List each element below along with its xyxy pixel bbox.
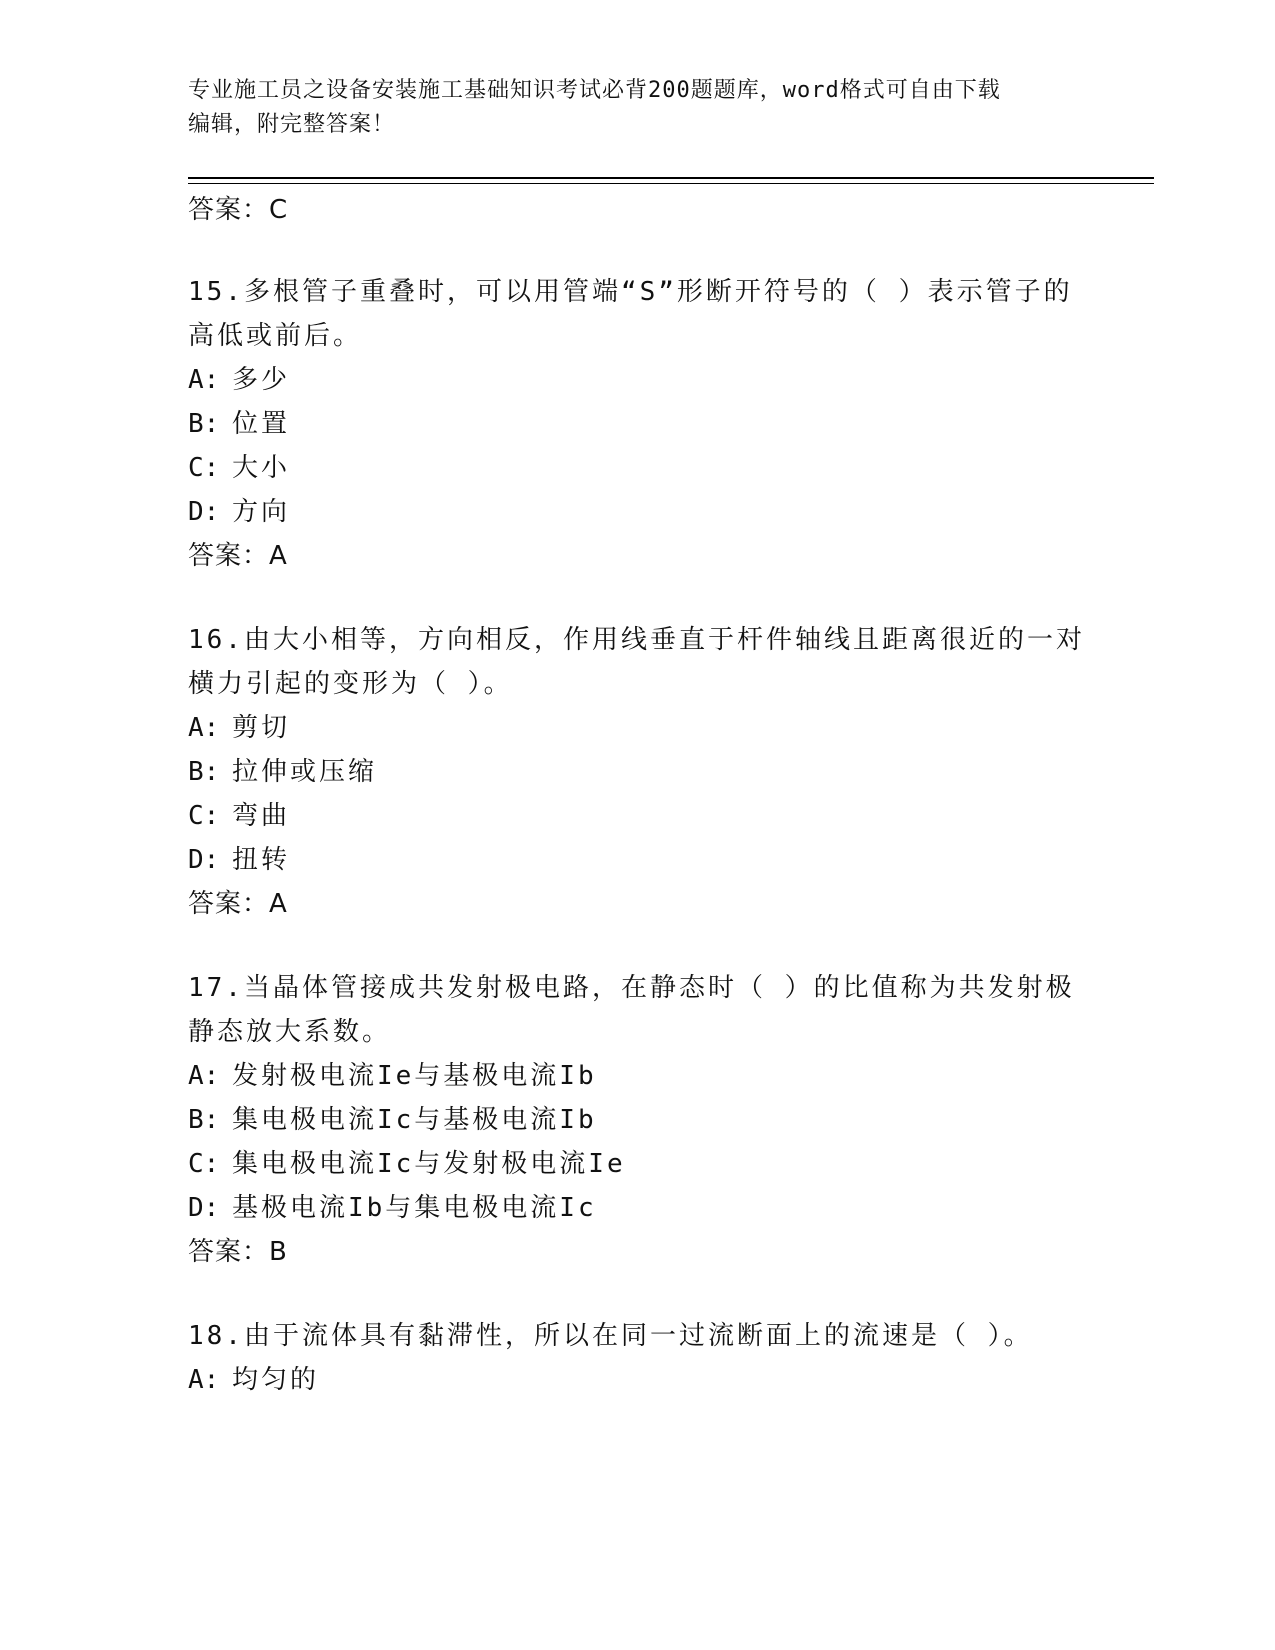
question-15-answer: 答案：A: [188, 541, 288, 571]
question-15-option-c: [188, 450, 290, 486]
question-16-option-c: [188, 798, 290, 834]
option-text: 发射极电流Ie与基极电流Ib: [232, 1061, 597, 1091]
option-text: 弯曲: [232, 801, 291, 831]
option-text: 方向: [232, 497, 291, 527]
option-key: C:: [188, 453, 220, 483]
option-key: A:: [188, 713, 220, 743]
option-key: D:: [188, 497, 220, 527]
question-16-text-line2: 横力引起的变形为（ ）。: [188, 669, 513, 699]
option-text: 基极电流Ib与集电极电流Ic: [232, 1193, 597, 1223]
question-16-option-b: [188, 754, 377, 790]
header-divider-thin: [188, 183, 1154, 184]
question-17-answer: 答案：B: [188, 1237, 288, 1267]
answer-prev: 答案：C: [188, 195, 289, 225]
header-divider-thick: [188, 177, 1154, 179]
option-text: 位置: [232, 409, 291, 439]
option-text: 集电极电流Ic与基极电流Ib: [232, 1105, 597, 1135]
question-17-option-c: [188, 1146, 626, 1182]
question-15-option-b: [188, 406, 290, 442]
option-key: A:: [188, 1365, 220, 1395]
option-text: 均匀的: [232, 1365, 320, 1395]
question-16-option-d: [188, 842, 290, 878]
question-16-option-a: [188, 710, 290, 746]
option-key: D:: [188, 845, 220, 875]
question-17-text-line2: 静态放大系数。: [188, 1017, 392, 1047]
question-15-text-line2: 高低或前后。: [188, 321, 363, 351]
option-text: 大小: [232, 453, 291, 483]
option-text: 多少: [232, 365, 291, 395]
question-18-text-line1: 18.由于流体具有黏滞性，所以在同一过流断面上的流速是（ ）。: [188, 1321, 1033, 1351]
question-15-option-d: [188, 494, 290, 530]
option-key: A:: [188, 1061, 220, 1091]
question-17-option-a: [188, 1058, 597, 1094]
option-text: 扭转: [232, 845, 291, 875]
option-text: 拉伸或压缩: [232, 757, 378, 787]
option-key: A:: [188, 365, 220, 395]
option-key: B:: [188, 409, 220, 439]
option-key: B:: [188, 1105, 220, 1135]
option-text: 集电极电流Ic与发射极电流Ie: [232, 1149, 626, 1179]
question-15-text-line1: 15.多根管子重叠时，可以用管端“S”形断开符号的（ ）表示管子的: [188, 277, 1073, 307]
question-17-option-d: [188, 1190, 597, 1226]
option-key: D:: [188, 1193, 220, 1223]
question-16-text-line1: 16.由大小相等，方向相反，作用线垂直于杆件轴线且距离很近的一对: [188, 625, 1085, 655]
option-text: 剪切: [232, 713, 291, 743]
header-line-1: 专业施工员之设备安装施工基础知识考试必背200题题库，word格式可自由下载: [188, 78, 1001, 103]
question-16-answer: 答案：A: [188, 889, 288, 919]
question-17-option-b: [188, 1102, 597, 1138]
question-18-option-a: [188, 1362, 319, 1398]
document-header: [188, 74, 1068, 142]
question-15-option-a: [188, 362, 290, 398]
option-key: C:: [188, 801, 220, 831]
option-key: B:: [188, 757, 220, 787]
question-17-text-line1: 17.当晶体管接成共发射极电路，在静态时（ ）的比值称为共发射极: [188, 973, 1075, 1003]
header-line-2: 编辑，附完整答案！: [188, 112, 396, 137]
option-key: C:: [188, 1149, 220, 1179]
